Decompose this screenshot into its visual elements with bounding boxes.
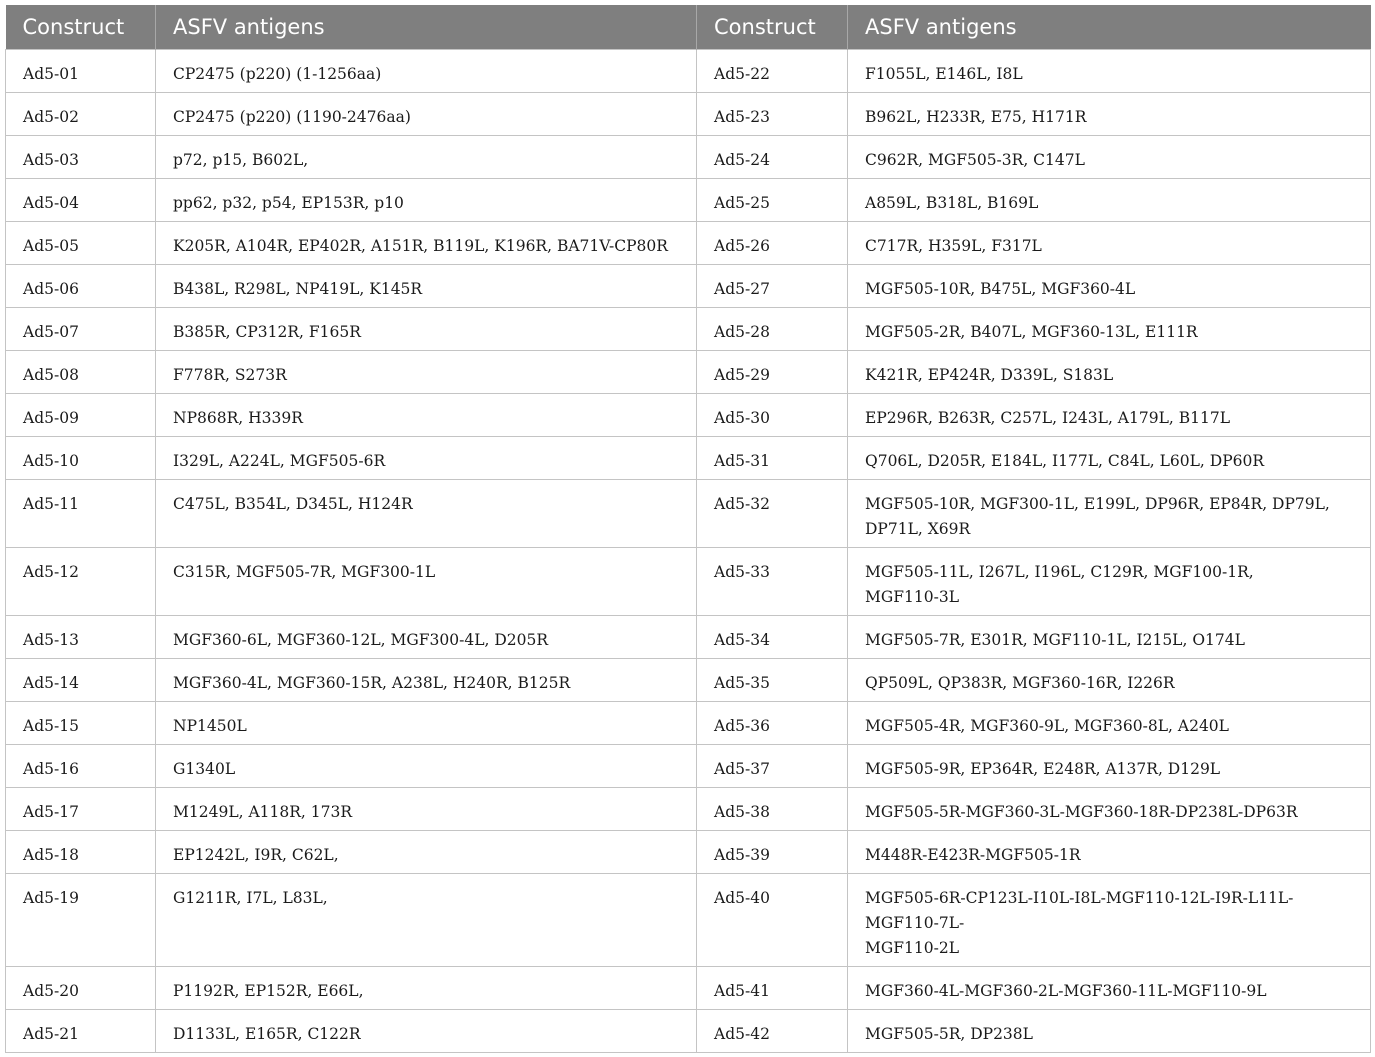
antigens-cell-right: MGF505-4R, MGF360-9L, MGF360-8L, A240L: [848, 701, 1371, 744]
construct-cell-right: Ad5-40: [697, 873, 848, 966]
antigens-cell-left: MGF360-6L, MGF360-12L, MGF300-4L, D205R: [156, 615, 697, 658]
antigens-cell-left: P1192R, EP152R, E66L,: [156, 966, 697, 1009]
antigens-cell-left: K205R, A104R, EP402R, A151R, B119L, K196R, BA71V-CP80R: [156, 221, 697, 264]
construct-cell-left: Ad5-18: [6, 830, 156, 873]
column-header-antigens-left: ASFV antigens: [156, 5, 697, 49]
table-row: [6, 873, 1371, 966]
construct-cell-right: Ad5-41: [697, 966, 848, 1009]
construct-cell-left: Ad5-05: [6, 221, 156, 264]
construct-cell-right: Ad5-27: [697, 264, 848, 307]
construct-cell-left: Ad5-03: [6, 135, 156, 178]
construct-cell-right: Ad5-36: [697, 701, 848, 744]
construct-cell-left: Ad5-17: [6, 787, 156, 830]
table-row: [6, 701, 1371, 744]
table-row: [6, 479, 1371, 547]
construct-cell-left: Ad5-11: [6, 479, 156, 547]
construct-cell-left: Ad5-10: [6, 436, 156, 479]
construct-cell-right: Ad5-23: [697, 92, 848, 135]
antigens-cell-right: K421R, EP424R, D339L, S183L: [848, 350, 1371, 393]
antigens-cell-right: C962R, MGF505-3R, C147L: [848, 135, 1371, 178]
antigens-cell-right: MGF505-10R, MGF300-1L, E199L, DP96R, EP84R, DP79L, DP71L, X69R: [848, 479, 1371, 547]
construct-cell-right: Ad5-38: [697, 787, 848, 830]
construct-cell-right: Ad5-25: [697, 178, 848, 221]
construct-cell-right: Ad5-39: [697, 830, 848, 873]
construct-cell-left: Ad5-06: [6, 264, 156, 307]
table-row: [6, 393, 1371, 436]
table-row: [6, 615, 1371, 658]
construct-cell-left: Ad5-02: [6, 92, 156, 135]
construct-cell-left: Ad5-19: [6, 873, 156, 966]
column-header-antigens-right: ASFV antigens: [848, 5, 1371, 49]
construct-cell-left: Ad5-12: [6, 547, 156, 615]
antigens-cell-left: C315R, MGF505-7R, MGF300-1L: [156, 547, 697, 615]
antigens-cell-left: F778R, S273R: [156, 350, 697, 393]
construct-cell-left: Ad5-13: [6, 615, 156, 658]
column-header-construct-right: Construct: [697, 5, 848, 49]
antigens-cell-right: MGF505-5R, DP238L: [848, 1009, 1371, 1052]
construct-cell-left: Ad5-21: [6, 1009, 156, 1052]
antigens-cell-right: C717R, H359L, F317L: [848, 221, 1371, 264]
antigens-cell-left: G1211R, I7L, L83L,: [156, 873, 697, 966]
antigens-cell-right: F1055L, E146L, I8L: [848, 49, 1371, 92]
antigens-cell-left: CP2475 (p220) (1190-2476aa): [156, 92, 697, 135]
antigens-cell-left: B438L, R298L, NP419L, K145R: [156, 264, 697, 307]
table-row: [6, 350, 1371, 393]
table-row: [6, 264, 1371, 307]
construct-cell-left: Ad5-04: [6, 178, 156, 221]
table-row: [6, 135, 1371, 178]
construct-cell-right: Ad5-26: [697, 221, 848, 264]
antigens-cell-left: MGF360-4L, MGF360-15R, A238L, H240R, B125R: [156, 658, 697, 701]
construct-cell-right: Ad5-31: [697, 436, 848, 479]
table-row: [6, 1009, 1371, 1052]
construct-cell-left: Ad5-15: [6, 701, 156, 744]
table-row: [6, 49, 1371, 92]
antigens-cell-left: p72, p15, B602L,: [156, 135, 697, 178]
antigens-cell-right: M448R-E423R-MGF505-1R: [848, 830, 1371, 873]
table-row: [6, 830, 1371, 873]
construct-cell-left: Ad5-09: [6, 393, 156, 436]
table-row: [6, 658, 1371, 701]
table-row: [6, 92, 1371, 135]
antigens-cell-left: B385R, CP312R, F165R: [156, 307, 697, 350]
antigens-cell-right: MGF505-6R-CP123L-I10L-I8L-MGF110-12L-I9R-L11L- MGF110-7L- MGF110-2L: [848, 873, 1371, 966]
table-row: [6, 787, 1371, 830]
construct-cell-right: Ad5-29: [697, 350, 848, 393]
antigens-cell-right: QP509L, QP383R, MGF360-16R, I226R: [848, 658, 1371, 701]
antigens-cell-right: MGF505-9R, EP364R, E248R, A137R, D129L: [848, 744, 1371, 787]
antigens-cell-left: pp62, p32, p54, EP153R, p10: [156, 178, 697, 221]
antigens-cell-right: A859L, B318L, B169L: [848, 178, 1371, 221]
construct-cell-right: Ad5-33: [697, 547, 848, 615]
antigens-cell-right: Q706L, D205R, E184L, I177L, C84L, L60L, DP60R: [848, 436, 1371, 479]
antigens-cell-right: MGF505-2R, B407L, MGF360-13L, E111R: [848, 307, 1371, 350]
column-header-construct-left: Construct: [6, 5, 156, 49]
construct-cell-right: Ad5-42: [697, 1009, 848, 1052]
construct-cell-left: Ad5-16: [6, 744, 156, 787]
construct-cell-right: Ad5-35: [697, 658, 848, 701]
table-row: [6, 547, 1371, 615]
construct-cell-right: Ad5-34: [697, 615, 848, 658]
table-header: [6, 5, 1371, 49]
antigens-cell-right: EP296R, B263R, C257L, I243L, A179L, B117L: [848, 393, 1371, 436]
construct-cell-left: Ad5-07: [6, 307, 156, 350]
antigens-cell-left: EP1242L, I9R, C62L,: [156, 830, 697, 873]
antigens-cell-left: NP1450L: [156, 701, 697, 744]
antigens-cell-left: CP2475 (p220) (1-1256aa): [156, 49, 697, 92]
table-row: [6, 436, 1371, 479]
construct-cell-left: Ad5-01: [6, 49, 156, 92]
antigens-cell-right: B962L, H233R, E75, H171R: [848, 92, 1371, 135]
antigens-cell-left: NP868R, H339R: [156, 393, 697, 436]
table-row: [6, 178, 1371, 221]
construct-cell-right: Ad5-37: [697, 744, 848, 787]
antigens-cell-right: MGF505-11L, I267L, I196L, C129R, MGF100-1R, MGF110-3L: [848, 547, 1371, 615]
antigens-cell-left: M1249L, A118R, 173R: [156, 787, 697, 830]
table-row: [6, 966, 1371, 1009]
antigens-cell-left: I329L, A224L, MGF505-6R: [156, 436, 697, 479]
construct-cell-right: Ad5-24: [697, 135, 848, 178]
antigens-cell-right: MGF360-4L-MGF360-2L-MGF360-11L-MGF110-9L: [848, 966, 1371, 1009]
header-row: [6, 5, 1371, 49]
construct-cell-left: Ad5-14: [6, 658, 156, 701]
table-row: [6, 744, 1371, 787]
antigens-cell-left: D1133L, E165R, C122R: [156, 1009, 697, 1052]
construct-cell-right: Ad5-22: [697, 49, 848, 92]
antigen-table: [5, 5, 1371, 1053]
table-row: [6, 307, 1371, 350]
table-body: [6, 49, 1371, 1052]
construct-cell-right: Ad5-28: [697, 307, 848, 350]
antigens-cell-right: MGF505-5R-MGF360-3L-MGF360-18R-DP238L-DP63R: [848, 787, 1371, 830]
construct-cell-left: Ad5-08: [6, 350, 156, 393]
table-row: [6, 221, 1371, 264]
antigens-cell-right: MGF505-7R, E301R, MGF110-1L, I215L, O174L: [848, 615, 1371, 658]
antigens-cell-right: MGF505-10R, B475L, MGF360-4L: [848, 264, 1371, 307]
construct-cell-right: Ad5-30: [697, 393, 848, 436]
construct-cell-left: Ad5-20: [6, 966, 156, 1009]
antigens-cell-left: G1340L: [156, 744, 697, 787]
antigens-cell-left: C475L, B354L, D345L, H124R: [156, 479, 697, 547]
construct-cell-right: Ad5-32: [697, 479, 848, 547]
